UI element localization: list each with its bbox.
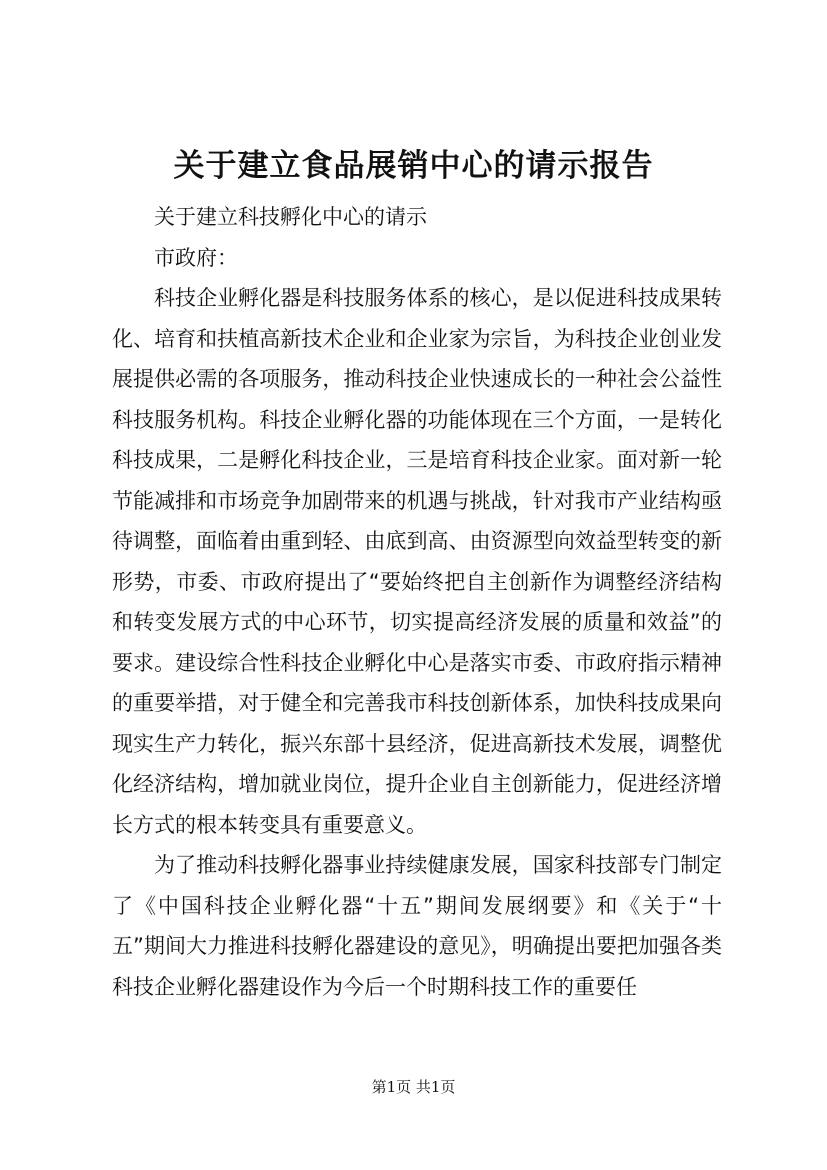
body-paragraph-1: 科技企业孵化器是科技服务体系的核心，是以促进科技成果转化、培育和扶植高新技术企业和企业家为宗旨，为科技企业创业发展提供必需的各项服务，推动科技企业快速成长的一种社会公益性科技服务机构。科技企业孵化器的功能体现在三个方面，一是转化科技成果，二是孵化科技企业，三是培育科技企业家。面对新一轮节能减排和市场竞争加剧带来的机遇与挑战，针对我市产业结构亟待调整，面临着由重到轻、由底到高、由资源型向效益型转变的新形势，市委、市政府提出了“要始终把自主创新作为调整经济结构和转变发展方式的中心环节，切实提高经济发展的质量和效益”的要求。建设综合性科技企业孵化中心是落实市委、市政府指示精神的重要举措，对于健全和完善我市科技创新体系，加快科技成果向现实生产力转化，振兴东部十县经济，促进高新技术发展，调整优化经济结构，增加就业岗位，提升企业自主创新能力，促进经济增长方式的根本转变具有重要意义。 (112, 286, 722, 837)
document-title: 关于建立食品展销中心的请示报告 (173, 148, 654, 184)
salutation: 市政府： (154, 245, 238, 270)
page-number-footer: 第1页 共1页 (371, 1078, 456, 1096)
body-paragraph-2: 为了推动科技孵化器事业持续健康发展，国家科技部专门制定了《中国科技企业孵化器“十五”期间发展纲要》和《关于“十五”期间大力推进科技孵化器建设的意见》，明确提出要把加强各类科技企业孵化器建设作为今后一个时期科技工作的重要任 (112, 853, 722, 999)
document-subtitle: 关于建立科技孵化中心的请示 (154, 205, 427, 229)
document-body (112, 197, 722, 1007)
